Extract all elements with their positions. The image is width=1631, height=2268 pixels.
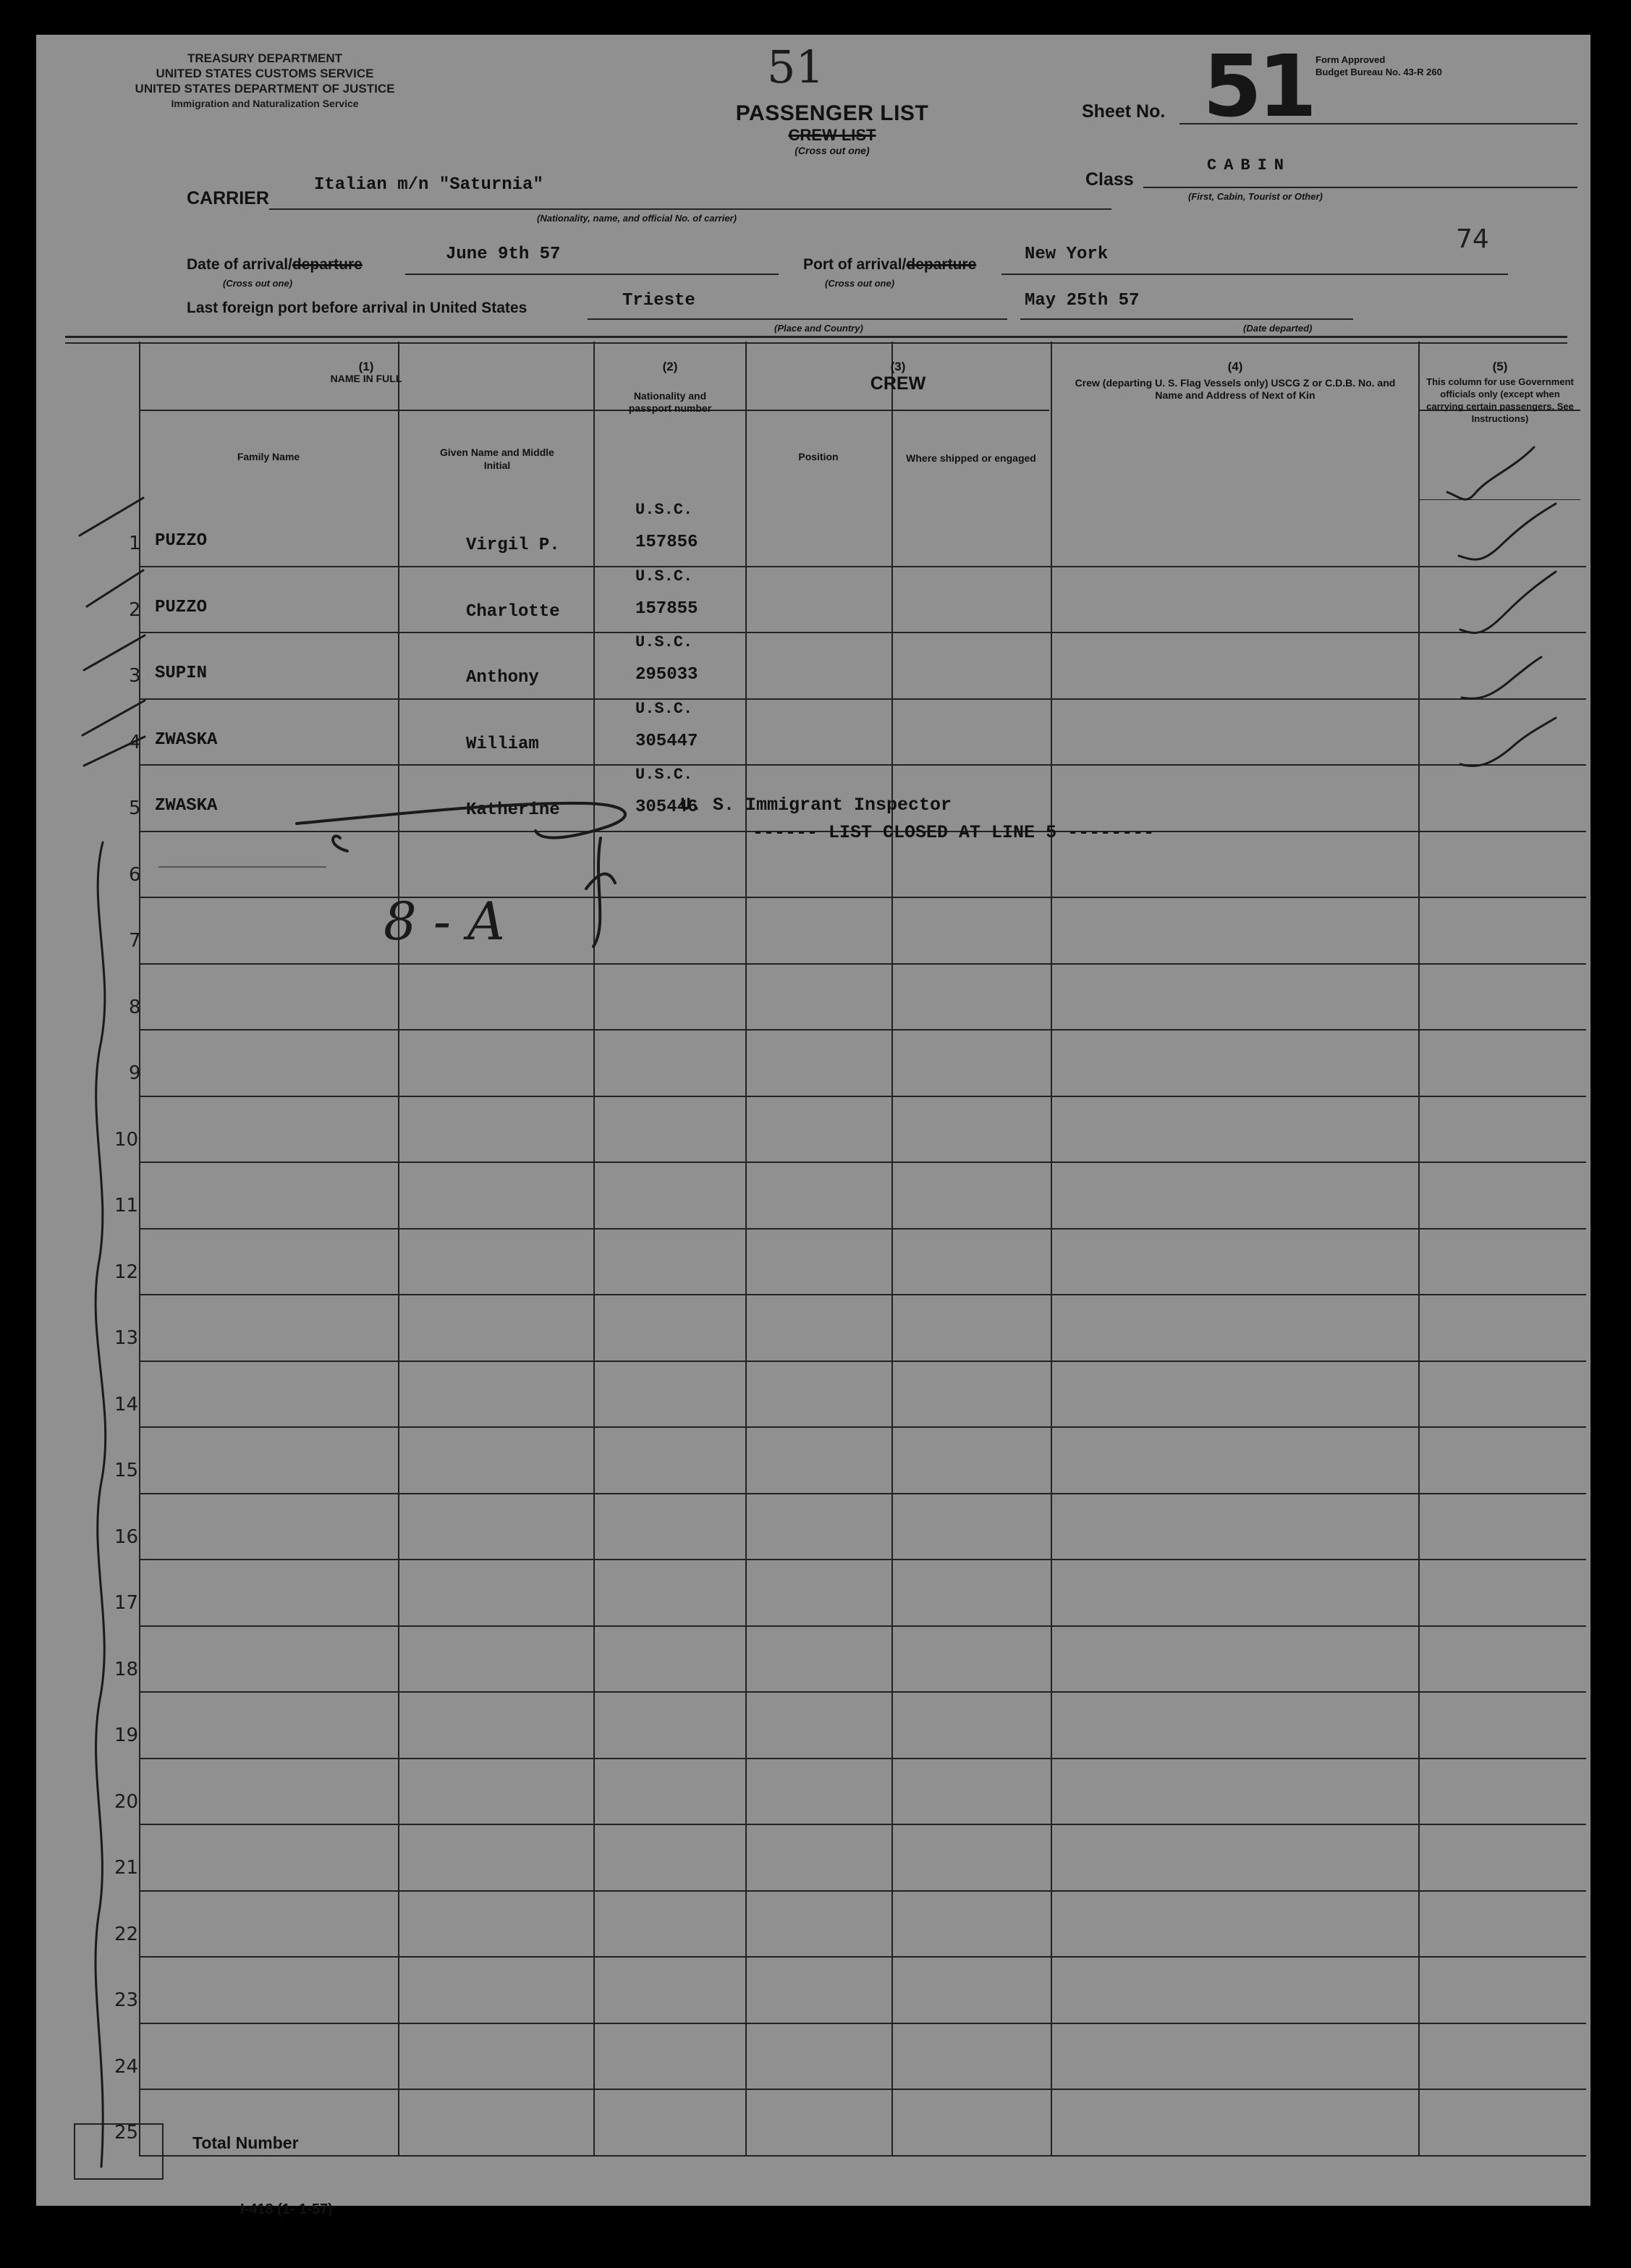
table-row [114,1625,1580,1692]
line-number: 8 [129,997,141,1018]
given-name-cell: Charlotte [466,602,560,622]
line-number: 16 [114,1526,139,1548]
col5-number: (5) [1492,360,1508,373]
handwritten-number: 51 [767,41,824,93]
port-underline [1001,274,1508,275]
table-row [129,897,1580,963]
date-label [187,256,363,274]
line-number: 18 [114,1659,139,1680]
port-departure-struck: departure [906,256,977,273]
table-row [114,1559,1580,1625]
table-row [129,963,1580,1030]
line-number: 5 [129,797,141,819]
line-number: 14 [114,1394,139,1416]
given-name-cell: William [466,735,539,754]
agency-line: TREASURY DEPARTMENT [187,51,343,65]
tick-mark [82,701,145,735]
port-label-text: Port of arrival/ [803,256,907,273]
col3-title: CREW [870,373,926,394]
col5-header [1424,360,1576,425]
passport-cell: 295033 [635,665,698,685]
passenger-list-form [36,35,1590,2217]
line-number: 7 [129,930,141,952]
agency-header [77,51,453,111]
nationality-cell: U.S.C. [635,766,693,784]
carrier-value: Italian m/n "Saturnia" [314,175,543,195]
line-number: 25 [114,2122,139,2144]
line-number: 24 [114,2056,139,2078]
family-name-header: Family Name [237,451,300,462]
nationality-cell: U.S.C. [635,700,693,718]
given-name-cell: Katherine [466,800,560,820]
list-closed-note: ------ LIST CLOSED AT LINE 5 -------- [753,822,1155,843]
date-label-text: Date of arrival/ [187,256,292,273]
col3-header [745,360,1051,394]
where-shipped-header: Where shipped or engaged [906,452,1036,464]
passenger-table [114,342,1580,2155]
class-hint: (First, Cabin, Tourist or Other) [1188,191,1323,202]
table-row [129,499,1580,566]
table-row [114,2089,1580,2155]
line-number: 13 [114,1327,139,1349]
table-row [114,1691,1580,1758]
col1-number: (1) [358,360,374,373]
inspector-label: U. S. Immigrant Inspector [680,795,952,816]
family-name-cell: SUPIN [155,664,208,683]
line-number: 1 [129,533,141,554]
col4-title: Crew (departing U. S. Flag Vessels only) USCG Z or C.D.B. No. and Name and Address of Next of Kin [1075,377,1396,401]
col2-title: Nationality and passport number [628,390,712,414]
given-name-header: Given Name and Middle Initial [440,447,554,471]
passport-cell: 157855 [635,599,698,619]
table-row [114,1161,1580,1228]
agency-line: Immigration and Naturalization Service [171,98,359,109]
position-header: Position [798,451,839,462]
table-row [114,1824,1580,1890]
form-approved-note [1316,54,1442,78]
tick-mark [80,498,143,536]
table-row [114,1096,1580,1162]
col5-title: This column for use Government officials only (except when carrying certain passengers. See Instructions) [1426,376,1574,424]
line-number: 2 [129,599,141,621]
line-number: 11 [114,1195,139,1216]
passport-cell: 157856 [635,533,698,552]
nationality-cell: U.S.C. [635,633,693,651]
line-number: 22 [114,1924,139,1945]
col2-number: (2) [662,360,678,373]
sheet-number: 51 [1203,36,1313,136]
carrier-hint: (Nationality, name, and official No. of carrier) [537,213,737,224]
agency-line: UNITED STATES DEPARTMENT OF JUSTICE [135,82,395,96]
line-number: 12 [114,1261,139,1283]
class-label: Class [1085,169,1134,190]
agency-line: UNITED STATES CUSTOMS SERVICE [156,67,374,80]
form-approved-line: Form Approved [1316,54,1386,65]
table-row [114,1361,1580,1427]
port-label [803,256,976,274]
title-passenger-list: PASSENGER LIST [735,101,929,125]
given-name-cell: Virgil P. [466,536,560,555]
family-name-cell: ZWASKA [155,730,218,750]
col3-number: (3) [890,360,906,373]
title-note: (Cross out one) [795,145,870,156]
table-row [114,1228,1580,1295]
table-row [129,698,1580,765]
last-port-hint: (Place and Country) [774,323,863,334]
date-hint: (Cross out one) [223,278,293,289]
line-number: 23 [114,1989,139,2011]
table-row [129,1029,1580,1096]
date-departed-hint: (Date departed) [1243,323,1313,334]
form-title [680,101,984,156]
table-row [114,1890,1580,1957]
table-row [114,1294,1580,1361]
crew-subheader-rule [745,410,1049,411]
line-number: 21 [114,1857,139,1879]
col2-header [602,360,738,415]
table-row [114,1758,1580,1824]
line-number: 4 [129,732,141,753]
col1-header [139,360,593,385]
table-row [129,632,1580,698]
line-number: 19 [114,1725,139,1746]
date-departed-underline [1020,318,1353,320]
handwritten-note: 8 - A [384,891,505,952]
table-row [114,1426,1580,1493]
line-number: 10 [114,1129,139,1151]
line-number: 20 [114,1791,139,1813]
given-name-cell: Anthony [466,668,539,687]
total-number-box [74,2123,164,2180]
port-hint: (Cross out one) [825,278,895,289]
table-row [114,2023,1580,2089]
last-port-label: Last foreign port before arrival in United States [187,300,528,316]
line-number: 3 [129,665,141,687]
nationality-cell: U.S.C. [635,567,693,585]
col1-title: NAME IN FULL [330,373,402,384]
passport-cell: 305447 [635,732,698,751]
passport-cell: 305446 [635,797,698,817]
family-name-cell: PUZZO [155,598,208,617]
date-value: June 9th 57 [446,245,561,264]
sheet-label: Sheet No. [1082,101,1166,122]
margin-ink-line [96,842,106,2167]
carrier-label: CARRIER [187,188,269,208]
table-row [129,566,1580,632]
col4-header [1072,360,1398,402]
port-value: New York [1025,245,1109,264]
line-number: 9 [129,1062,141,1084]
table-row [114,1493,1580,1560]
family-name-cell: PUZZO [155,531,208,551]
row-rule [139,2155,1586,2157]
class-value: CABIN [1207,156,1292,174]
last-port-underline [588,318,1007,320]
carrier-underline [269,208,1111,210]
last-port-value: Trieste [622,291,695,310]
departure-struck: departure [292,256,363,273]
family-name-cell: ZWASKA [155,796,218,816]
page-number: 74 [1456,224,1489,254]
form-number: I-418 (1- 1-57) [240,2201,333,2217]
table-row [114,1956,1580,2023]
title-crew-list-struck: CREW LIST [788,126,876,144]
date-underline [405,274,779,275]
total-number-label: Total Number [192,2133,299,2152]
line-number: 17 [114,1592,139,1614]
line-number: 6 [129,864,141,886]
line-number: 15 [114,1460,139,1481]
date-departed-value: May 25th 57 [1025,291,1140,310]
nationality-cell: U.S.C. [635,501,693,519]
budget-bureau-line: Budget Bureau No. 43-R 260 [1316,67,1442,77]
col4-number: (4) [1227,360,1243,373]
class-underline [1143,187,1577,188]
